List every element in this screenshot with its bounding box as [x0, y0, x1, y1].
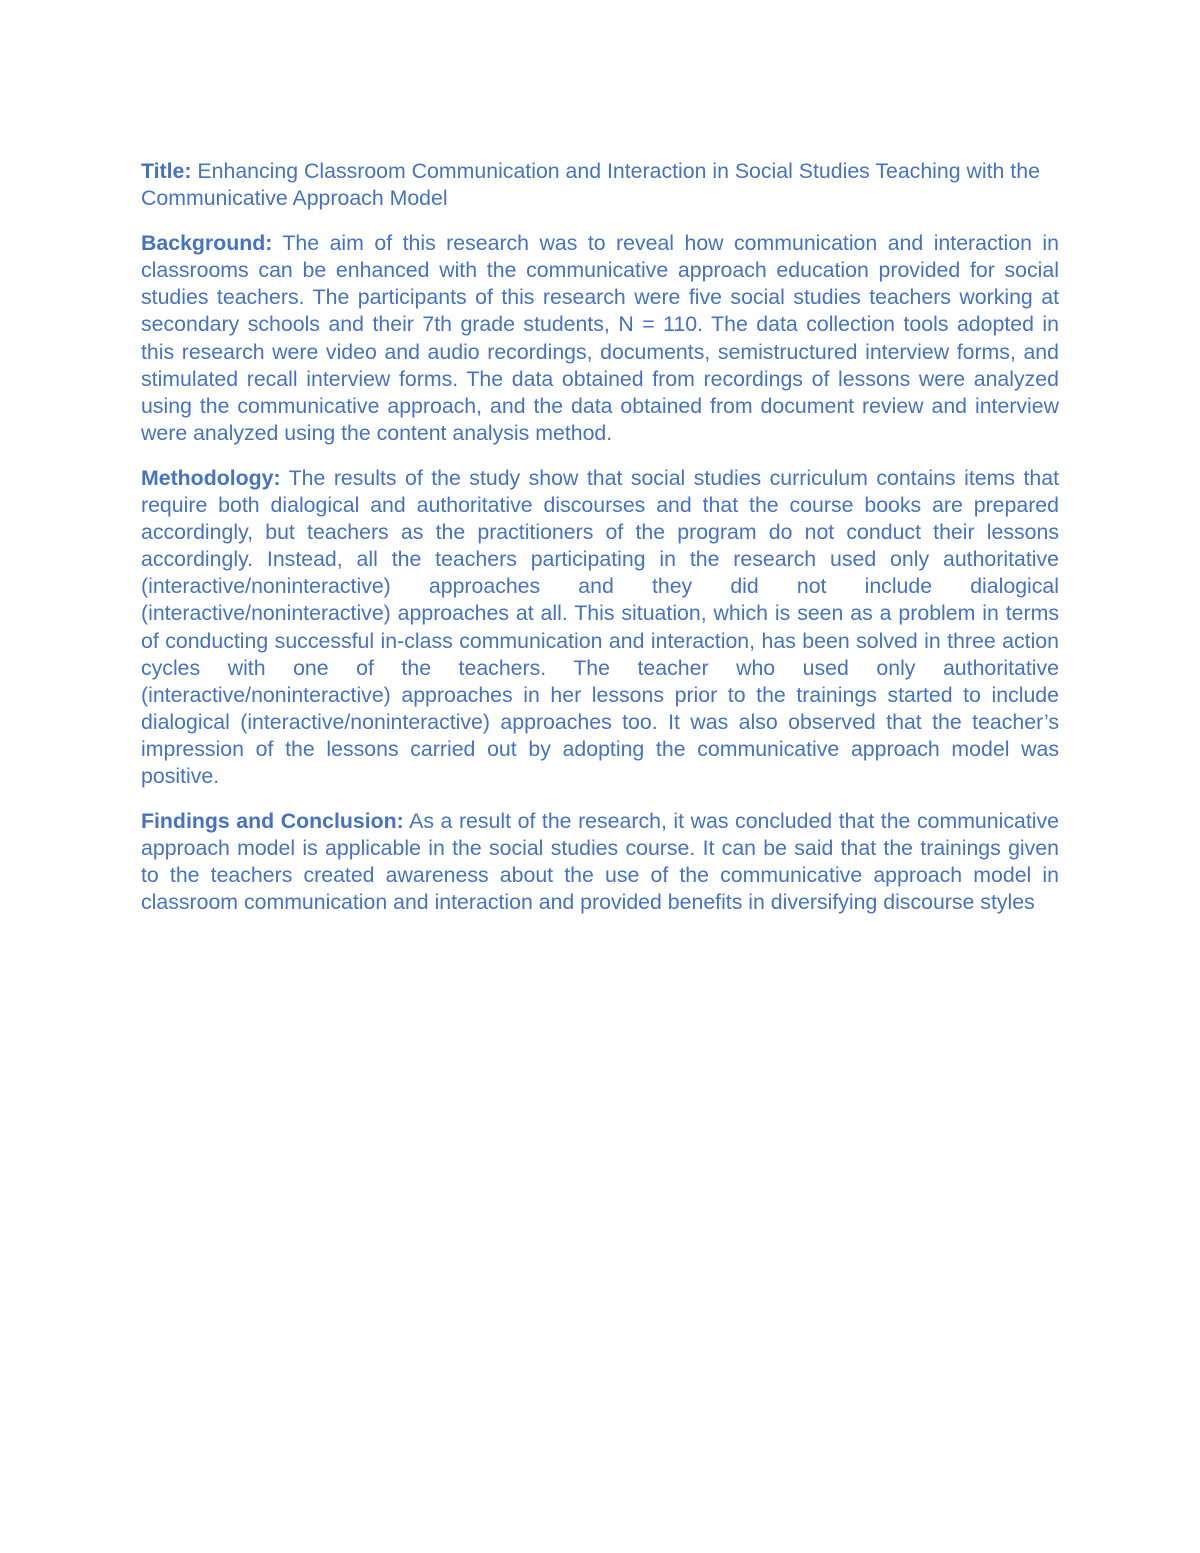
title-label: Title:	[141, 159, 192, 183]
methodology-paragraph	[141, 465, 1059, 790]
background-label: Background:	[141, 231, 273, 256]
findings-text: As a result of the research, it was concluded that the communicative approach model is applicable in the social studies course. It can be said that the trainings given to the teachers created awareness about the use of the communicative approach model in classroom communication and interaction and provided benefits in diversifying discourse styles	[141, 809, 1059, 915]
methodology-text: The results of the study show that social studies curriculum contains items that require both dialogical and authoritative discourses and that the course books are prepared accordingly, but teachers as the practitioners of the program do not conduct their lessons accordingly. Instead, all the teachers participating in the research used only authoritative (interactive/noninteractive) approaches and they did not include dialogical (interactive/noninteractive) approaches at all. This situation, which is seen as a problem in terms of conducting successful in-class communication and interaction, has been solved in three action cycles with one of the teachers. The teacher who used only authoritative (interactive/noninteractive) approaches in her lessons prior to the trainings started to include dialogical (interactive/noninteractive) approaches too. It was also observed that the teacher’s impression of the lessons carried out by adopting the communicative approach model was positive.	[141, 465, 1059, 788]
background-paragraph	[141, 230, 1059, 447]
document-body	[141, 158, 1059, 934]
findings-paragraph	[141, 808, 1059, 916]
methodology-label: Methodology:	[141, 465, 281, 490]
findings-label: Findings and Conclusion:	[141, 809, 404, 834]
title-text: Enhancing Classroom Communication and Interaction in Social Studies Teaching with the Communicative Approach Model	[141, 159, 1040, 211]
background-text: The aim of this research was to reveal how communication and interaction in classrooms can be enhanced with the communicative approach education provided for social studies teachers. The participants of this research were five social studies teachers working at secondary schools and their 7th grade students, N = 110. The data collection tools adopted in this research were video and audio recordings, documents, semistructured interview forms, and stimulated recall interview forms. The data obtained from recordings of lessons were analyzed using the communicative approach, and the data obtained from document review and interview were analyzed using the content analysis method.	[141, 231, 1059, 445]
title-paragraph	[141, 158, 1059, 212]
